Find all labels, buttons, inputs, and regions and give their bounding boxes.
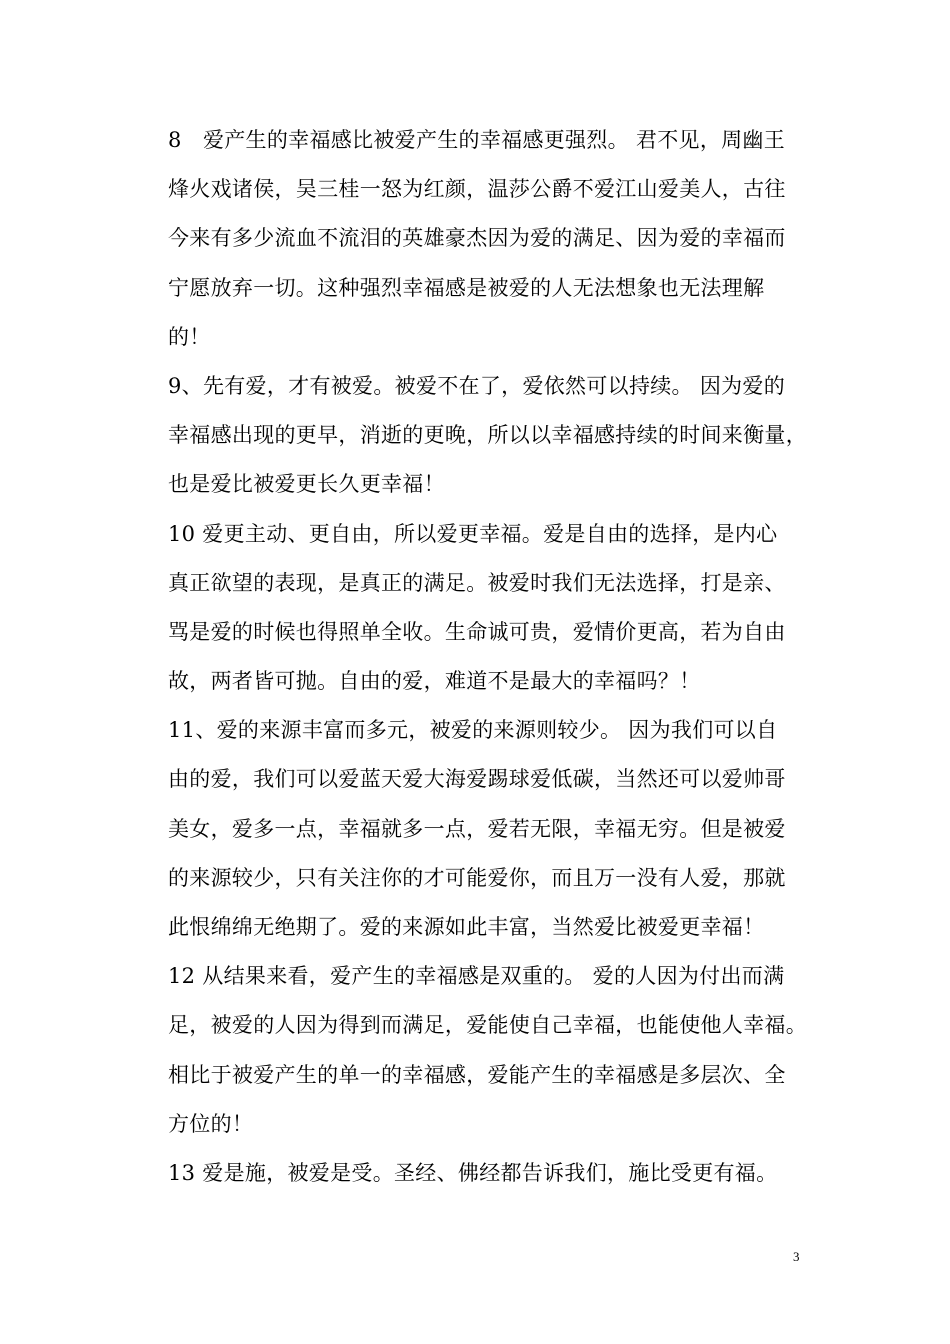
page-number: 3 xyxy=(793,1249,800,1264)
text-line: 11、爱的来源丰富而多元，被爱的来源则较少。 因为我们可以自 xyxy=(168,718,778,743)
text-line: 此恨绵绵无绝期了。爱的来源如此丰富，当然爱比被爱更幸福！ xyxy=(168,915,765,939)
text-line: 足，被爱的人因为得到而满足，爱能使自己幸福，也能使他人幸福。 xyxy=(168,1013,807,1038)
text-line: 10 爱更主动、更自由，所以爱更幸福。爱是自由的选择，是内心 xyxy=(168,521,778,546)
text-line: 美女，爱多一点，幸福就多一点，爱若无限，幸福无穷。但是被爱 xyxy=(168,816,786,841)
text-line: 由的爱，我们可以爱蓝天爱大海爱踢球爱低碳，当然还可以爱帅哥 xyxy=(168,767,786,792)
text-line: 幸福感出现的更早，消逝的更晚，所以以幸福感持续的时间来衡量， xyxy=(168,423,807,448)
text-line: 9、先有爱，才有被爱。被爱不在了，爱依然可以持续。 因为爱的 xyxy=(168,373,786,398)
text-line: 烽火戏诸侯，吴三桂一怒为红颜，温莎公爵不爱江山爱美人，古往 xyxy=(168,177,786,202)
text-line: 今来有多少流血不流泪的英雄豪杰因为爱的满足、因为爱的幸福而 xyxy=(168,226,786,251)
text-line: 宁愿放弃一切。这种强烈幸福感是被爱的人无法想象也无法理解 xyxy=(168,275,765,300)
text-line: 8 爱产生的幸福感比被爱产生的幸福感更强烈。 君不见，周幽王 xyxy=(168,128,786,152)
text-line: 故，两者皆可抛。自由的爱，难道不是最大的幸福吗？！ xyxy=(168,669,701,694)
text-line: 真正欲望的表现，是真正的满足。被爱时我们无法选择，打是亲、 xyxy=(168,570,786,595)
text-line: 也是爱比被爱更长久更幸福！ xyxy=(168,472,445,497)
text-line: 方位的！ xyxy=(168,1111,254,1136)
text-line: 13 爱是施，被爱是受。圣经、佛经都告诉我们，施比受更有福。 xyxy=(168,1160,778,1185)
text-line: 相比于被爱产生的单一的幸福感，爱能产生的幸福感是多层次、全 xyxy=(168,1062,786,1087)
text-line: 的！ xyxy=(168,324,211,349)
body-text xyxy=(168,116,818,1198)
text-line: 12 从结果来看，爱产生的幸福感是双重的。 爱的人因为付出而满 xyxy=(168,964,785,989)
text-line: 的来源较少，只有关注你的才可能爱你，而且万一没有人爱，那就 xyxy=(168,865,786,890)
text-line: 骂是爱的时候也得照单全收。生命诚可贵，爱情价更高，若为自由 xyxy=(168,619,786,644)
